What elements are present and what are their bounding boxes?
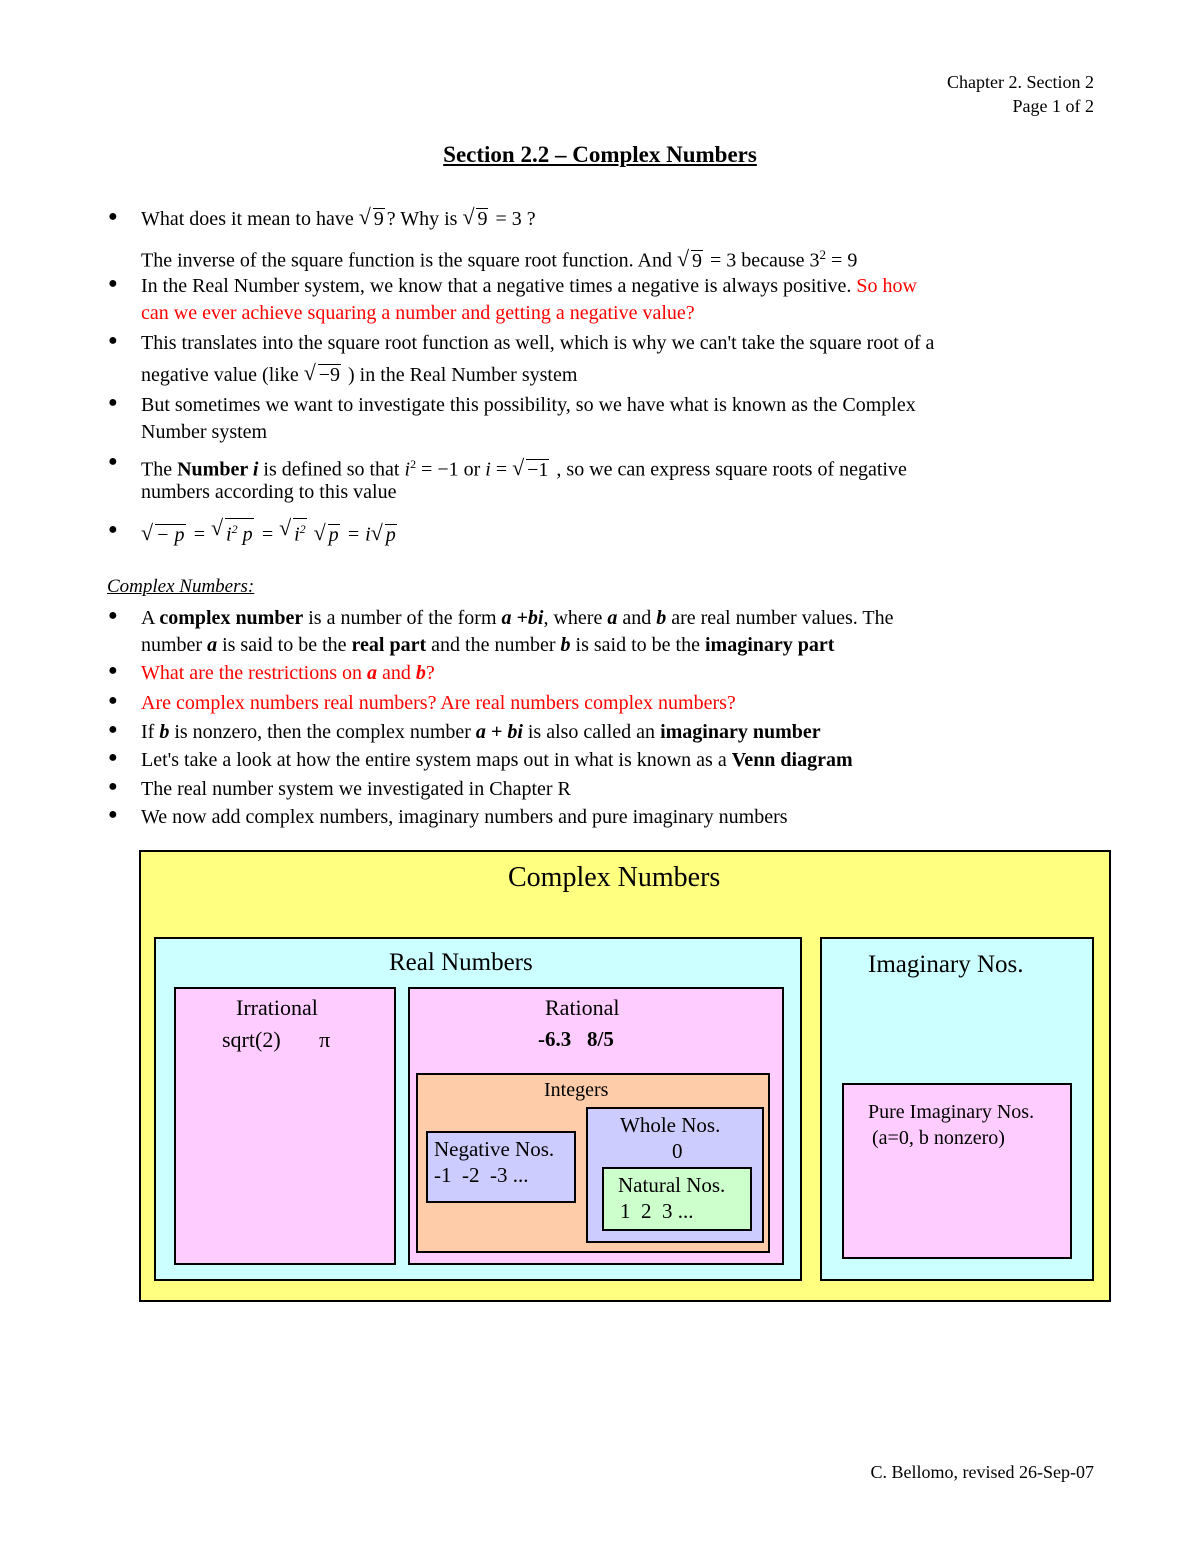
chapter-label: Chapter 2. Section 2 [947,72,1094,92]
bullet-3-line-1: This translates into the square root function as well, which is why we can't take the square root of a [141,332,935,354]
bold-term: Number [177,458,253,481]
negative-box [426,1131,576,1203]
equation-tail: = i [346,523,371,546]
text-span: is defined so that [258,458,405,481]
exponent: 2 [819,247,827,262]
complex-numbers-heading: Complex Numbers: [107,576,255,597]
sqrt-radicand: 9 [691,249,702,272]
venn-diagram-complex [139,850,1111,1302]
red-question: So how [856,275,917,297]
complex-bullet-2: What are the restrictions on a and b? [141,662,435,684]
sqrt-radicand: 9 [477,208,488,230]
sqrt-radicand: −9 [318,364,340,386]
page-title: Section 2.2 – Complex Numbers [443,142,757,167]
whole-box [586,1107,764,1243]
complex-bullet-6: The real number system we investigated in Chapter R [141,778,571,800]
complex-bullet-3: Are complex numbers real numbers? Are real numbers complex numbers? [141,692,736,714]
bullet-5-line-2: numbers according to this value [141,481,397,503]
complex-bullet-4: If b is nonzero, then the complex number a + bi is also called an imaginary number [141,721,821,743]
text-span: In the Real Number system, we know that a negative times a negative is always positive. [141,275,857,297]
rational-label: Rational [545,995,620,1020]
whole-label: Whole Nos. [620,1113,721,1137]
text-span: ) in the Real Number system [343,364,578,386]
page-number: Page 1 of 2 [1012,96,1094,116]
text-span: The [141,458,178,481]
complex-label: Complex Numbers [508,862,721,893]
text-span: = 9 [826,249,858,272]
imaginary-box [820,937,1094,1281]
bullet-marker: ● [108,521,118,538]
sqrt-radicand: 9 [373,208,384,230]
text-span: = [490,458,513,481]
text-span: What does it mean to have [141,208,359,230]
page-footer: C. Bellomo, revised 26-Sep-07 [870,1462,1094,1482]
irrational-examples: sqrt(2) π [222,1027,331,1052]
text-span: = 3 because 3 [704,249,820,272]
whole-examples: 0 [672,1139,683,1163]
text-span: = −1 or [416,458,486,481]
imaginary-label: Imaginary Nos. [868,951,1024,978]
bold-term-i: i [252,458,259,481]
bullet-marker: ● [108,806,118,823]
bullet-marker: ● [108,332,118,349]
bullet-4-line-1: But sometimes we want to investigate this possibility, so we have what is known as the Complex [141,394,916,416]
rational-box [408,987,784,1265]
integers-label: Integers [544,1079,609,1101]
pure-imaginary-box [842,1083,1072,1259]
bullet-marker: ● [108,778,118,795]
bullet-marker: ● [108,208,118,225]
text-span: = 3 ? [490,208,536,230]
text-span: , so we can express square roots of negative [551,458,907,481]
rational-examples: -6.3 8/5 [538,1027,614,1051]
irrational-box [174,987,396,1265]
real-numbers-box [154,937,802,1281]
bullet-marker: ● [108,749,118,766]
pure-label: Pure Imaginary Nos. [868,1101,1035,1123]
irrational-label: Irrational [236,995,318,1020]
real-label: Real Numbers [389,949,533,976]
natural-label: Natural Nos. [618,1173,726,1197]
complex-bullet-1-line-2: number a is said to be the real part and the number b is said to be the imaginary part [141,634,835,656]
bullet-marker: ● [108,692,118,709]
bullet-marker: ● [108,607,118,624]
bullet-marker: ● [108,662,118,679]
negative-examples: -1 -2 -3 ... [434,1163,529,1187]
text-span: negative value (like [141,364,304,386]
bullet-5-line-1: The Number i is defined so that $i^2 = -1$ or i = √ −1 , so we can express square roots of negative [141,452,907,482]
bullet-marker: ● [108,275,118,292]
complex-bullet-5: Let's take a look at how the entire system maps out in what is known as a Venn diagram [141,749,853,771]
bullet-2-line-2: can we ever achieve squaring a number and getting a negative value? [141,302,695,324]
pure-examples: (a=0, b nonzero) [872,1127,1005,1149]
complex-bullet-7: We now add complex numbers, imaginary numbers and pure imaginary numbers [141,806,788,828]
integers-box [416,1073,770,1253]
bullet-4-line-2: Number system [141,421,268,443]
complex-bullet-1-line-1: A complex number is a number of the form a +bi, where a and b are real number values. The [141,607,894,629]
var-i: i [404,458,411,481]
var-i: i [485,458,491,481]
sqrt-radicand: −1 [527,458,549,481]
bullet-marker: ● [108,721,118,738]
bullet-marker: ● [108,453,118,470]
text-span: The inverse of the square function is the square root function. And [141,249,677,272]
natural-box [602,1167,752,1231]
bullet-6-equation: √ − p = √ $i^2$ p = √ $i^2$ √ p = i√ p [141,518,399,547]
text-span: ? Why is [386,208,463,230]
negative-label: Negative Nos. [434,1137,555,1161]
natural-examples: 1 2 3 ... [620,1199,694,1223]
bullet-marker: ● [108,394,118,411]
